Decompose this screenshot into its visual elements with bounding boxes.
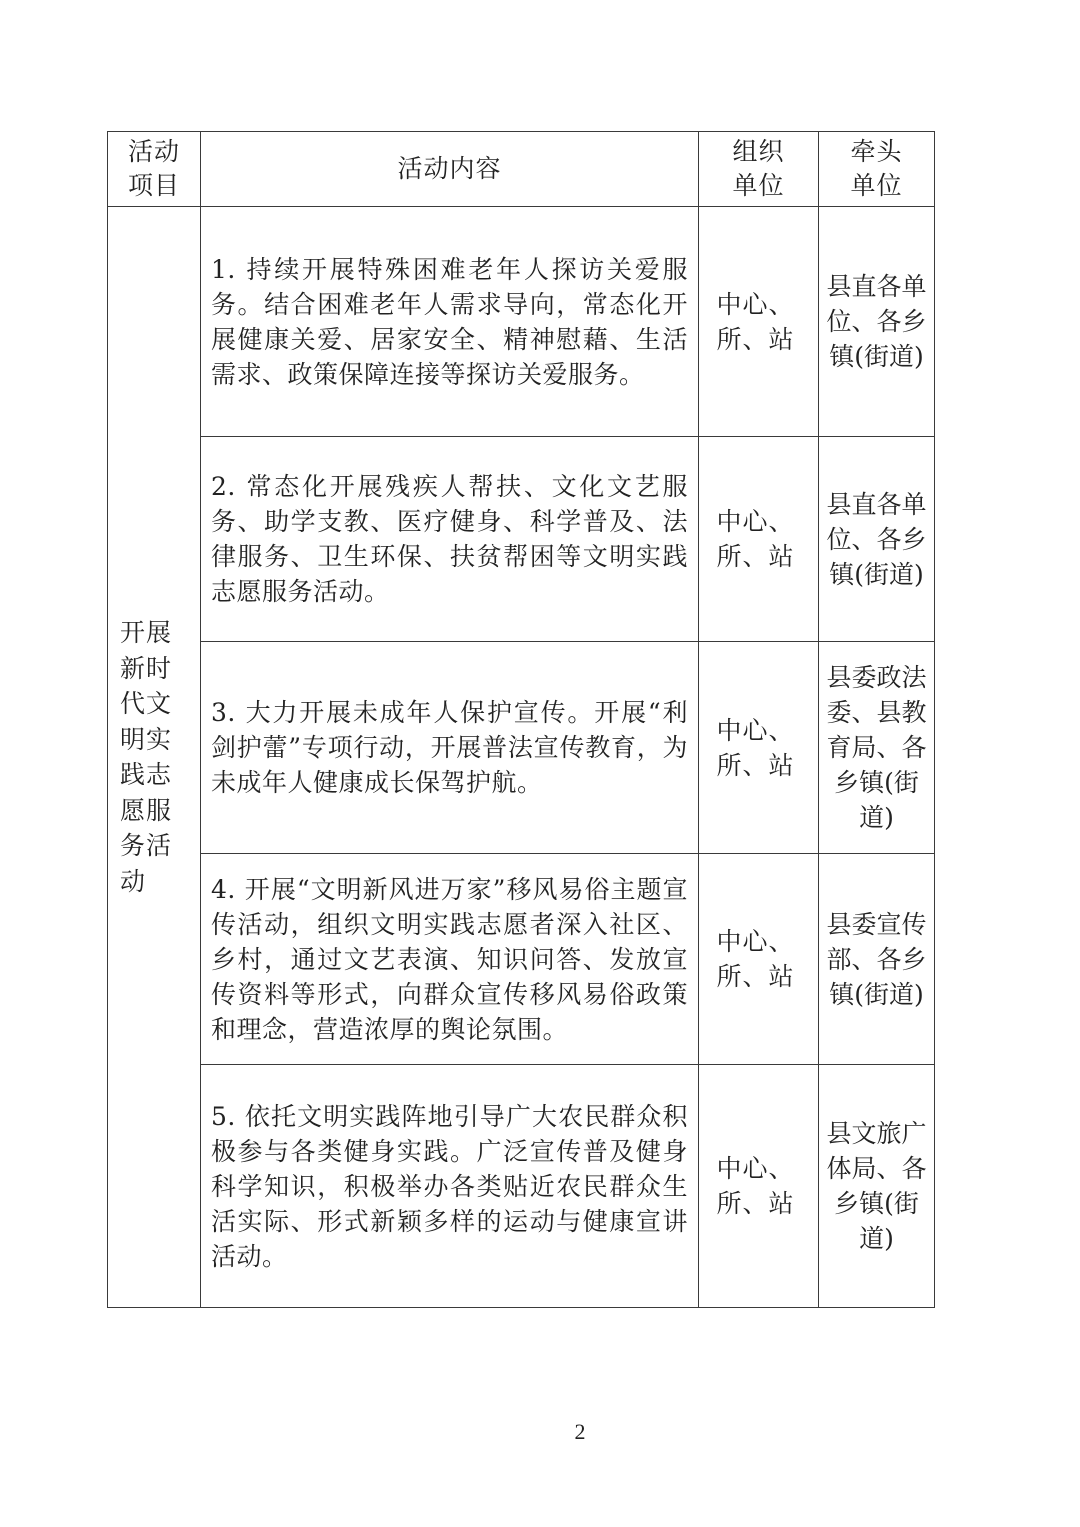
organizer-text: 中心、所、站 [716,715,795,780]
table-row [108,854,935,1065]
activity-content: 2. 常态化开展残疾人帮扶、文化文艺服务、助学支教、医疗健身、科学普及、法律服务、卫生环保、扶贫帮困等文明实践志愿服务活动。 [211,472,688,606]
header-lead-label: 牵头单位 [850,137,903,200]
activity-content: 3. 大力开展未成年人保护宣传。开展“利剑护蕾”专项行动，开展普法宣传教育，为未成年人健康成长保驾护航。 [211,698,688,797]
project-cell [108,207,201,1308]
content-cell [201,1065,699,1308]
lead-cell [819,1065,935,1308]
activities-table [107,131,935,1308]
organizer-text: 中心、所、站 [716,289,795,354]
lead-cell [819,207,935,437]
header-lead [819,132,935,207]
lead-text: 县委宣传部、各乡镇(街道) [826,909,927,1009]
header-content [201,132,699,207]
lead-text: 县直各单位、各乡镇(街道) [826,272,927,371]
header-content-label: 活动内容 [397,154,502,183]
activity-content: 5. 依托文明实践阵地引导广大农民群众积极参与各类健身实践。广泛宣传普及健身科学知识，积极举办各类贴近农民群众生活实际、形式新颖多样的运动与健康宣讲活动。 [211,1101,688,1271]
lead-text: 县委政法委、县教育局、各乡镇(街道) [826,663,927,832]
header-organizer [699,132,819,207]
activity-content: 4. 开展“文明新风进万家”移风易俗主题宣传活动，组织文明实践志愿者深入社区、乡村，通过文艺表演、知识问答、发放宣传资料等形式，向群众宣传移风易俗政策和理念，营造浓厚的舆论氛围。 [211,874,688,1044]
content-cell [201,854,699,1065]
lead-text: 县直各单位、各乡镇(街道) [826,489,927,589]
organizer-cell [699,437,819,642]
table-row [108,1065,935,1308]
table-row [108,207,935,437]
page-number: 2 [574,1419,586,1444]
organizer-cell [699,1065,819,1308]
header-organizer-label: 组织单位 [732,137,785,200]
lead-text: 县文旅广体局、各乡镇(街道) [826,1119,927,1253]
lead-cell [819,437,935,642]
header-project-label: 活动项目 [128,137,181,200]
project-name: 开展新时代文明实践志愿服务活动 [120,618,173,896]
table-header-row [108,132,935,207]
organizer-text: 中心、所、站 [716,507,795,571]
header-project [108,132,201,207]
activity-content: 1. 持续开展特殊困难老年人探访关爱服务。结合困难老年人需求导向，常态化开展健康关爱、居家安全、精神慰藉、生活需求、政策保障连接等探访关爱服务。 [211,254,688,389]
organizer-text: 中心、所、站 [716,927,795,991]
lead-cell [819,854,935,1065]
organizer-text: 中心、所、站 [716,1154,795,1218]
lead-cell [819,642,935,854]
content-cell [201,642,699,854]
organizer-cell [699,854,819,1065]
organizer-cell [699,642,819,854]
content-cell [201,437,699,642]
table-row [108,437,935,642]
table-row [108,642,935,854]
content-cell [201,207,699,437]
organizer-cell [699,207,819,437]
